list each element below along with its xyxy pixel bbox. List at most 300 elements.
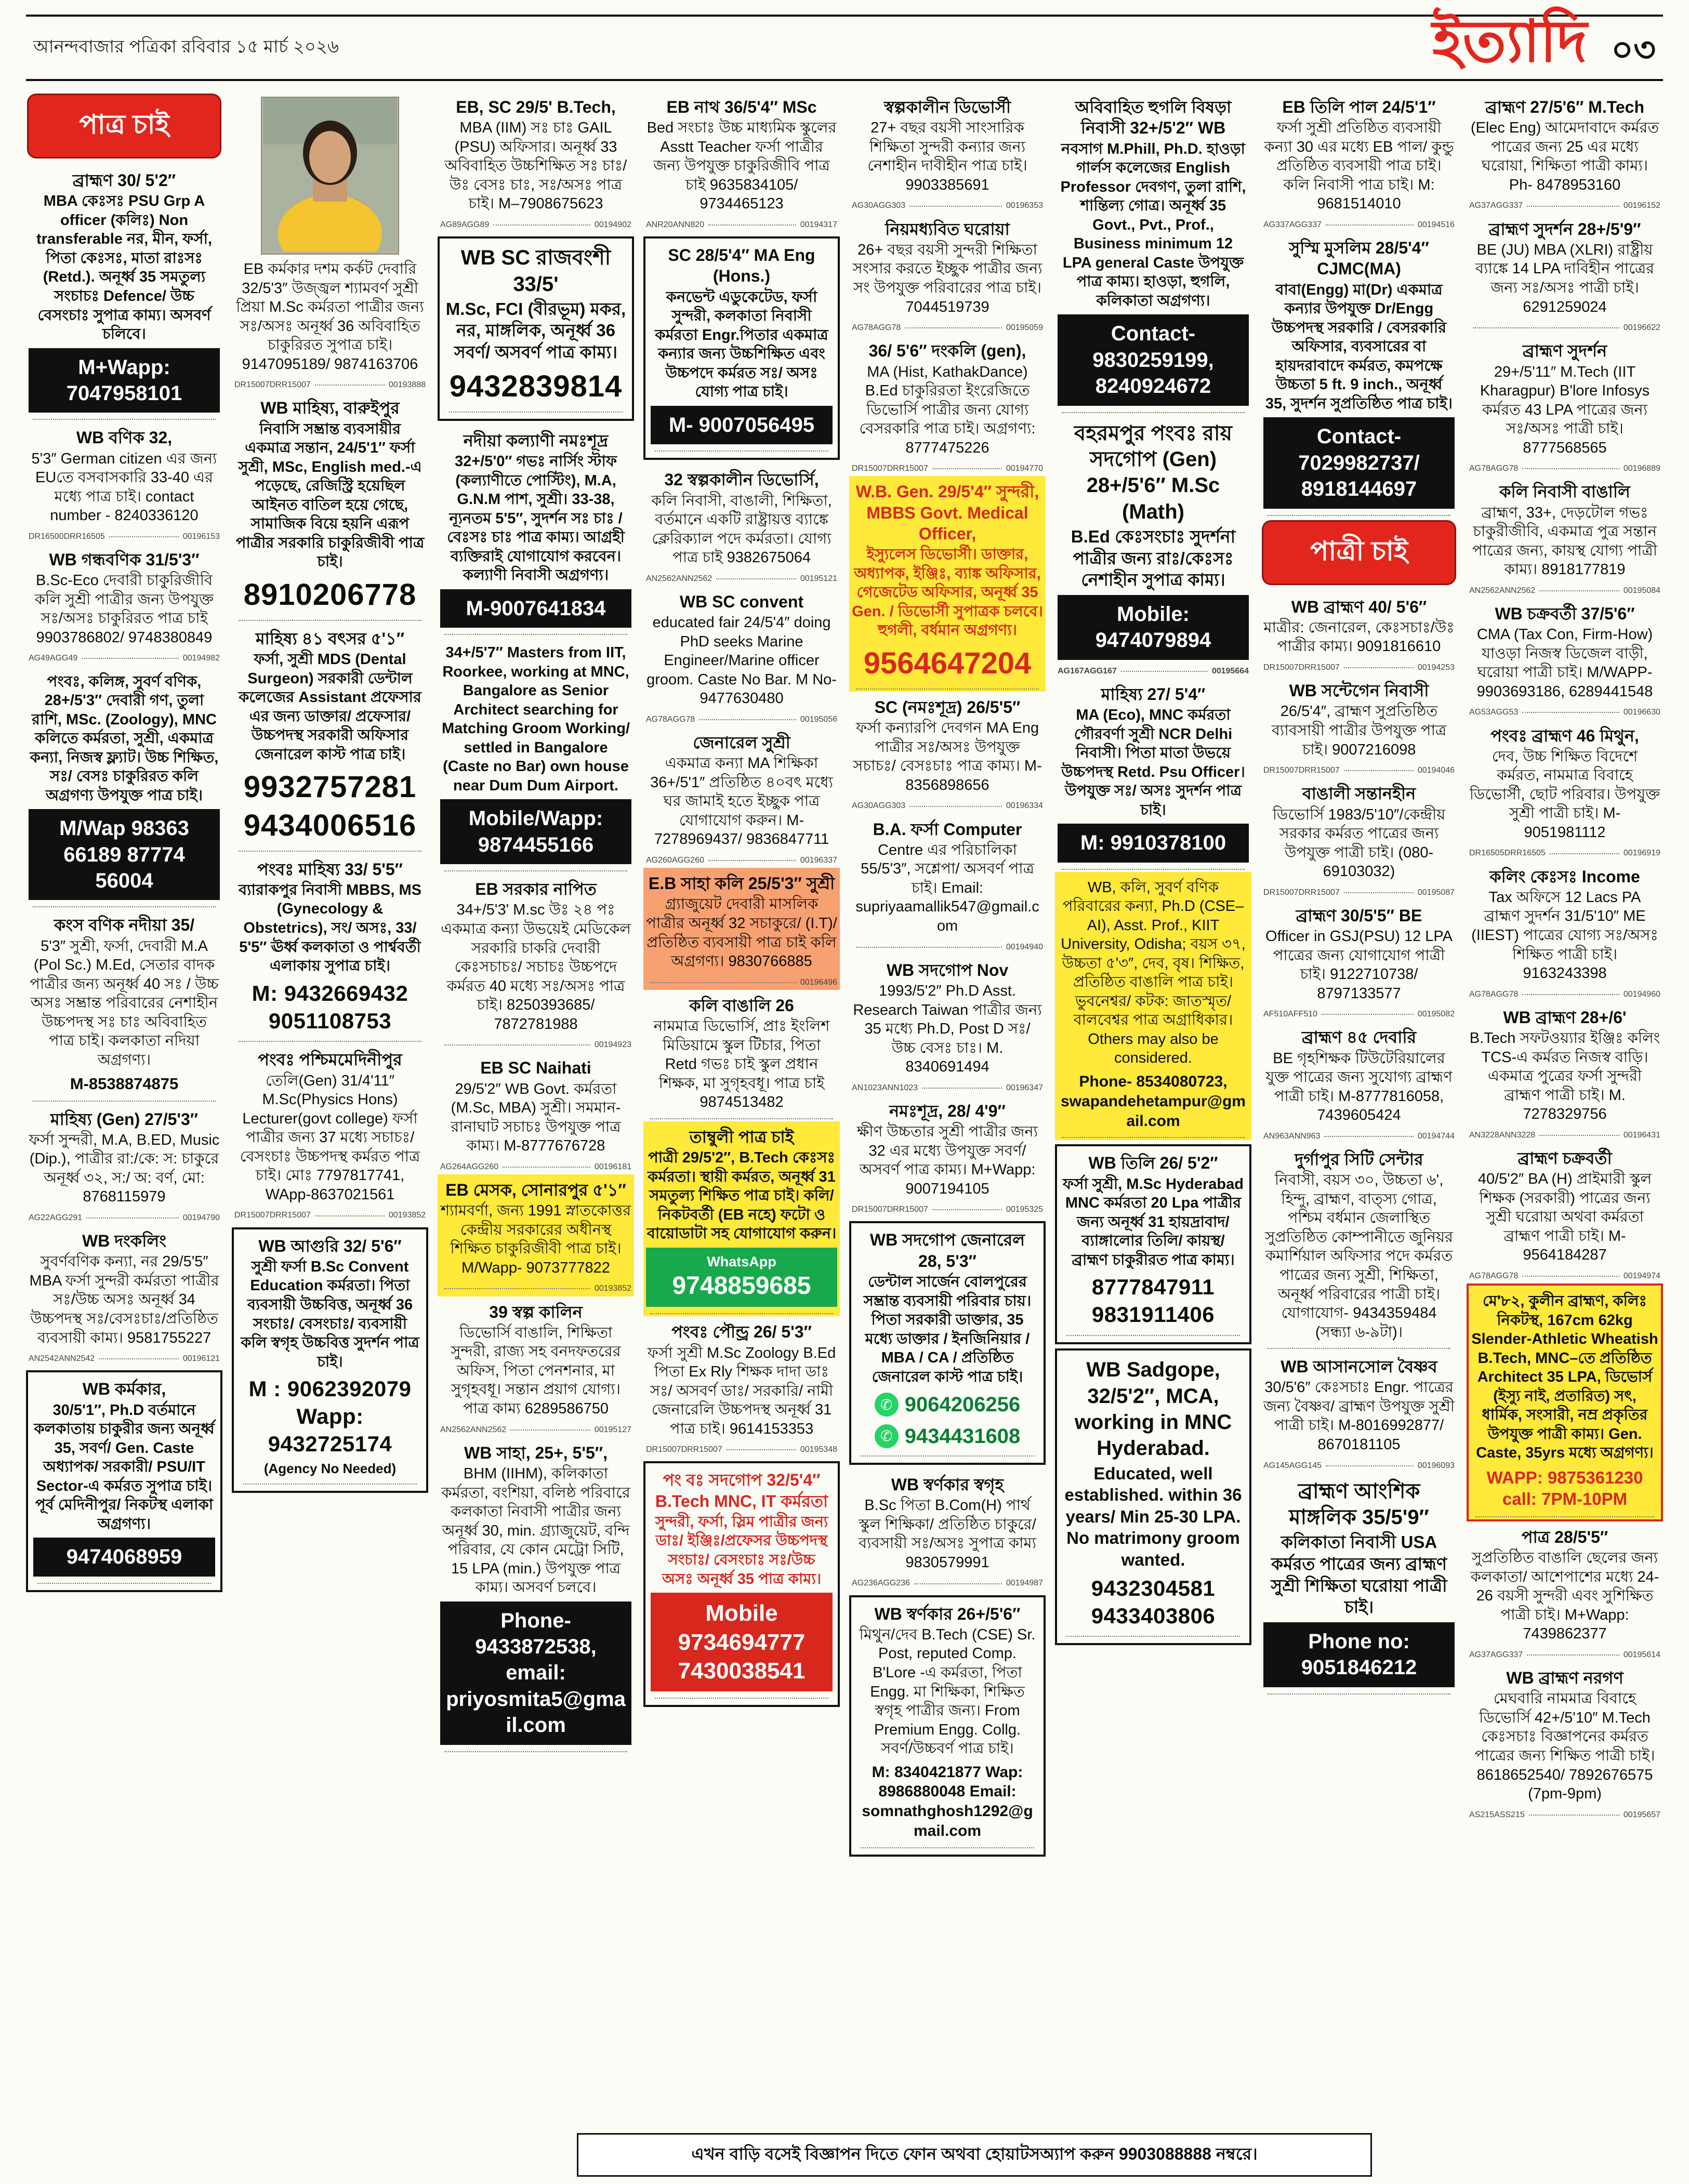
ad-body-text: কলি নিবাসী, বাঙালী, শিক্ষিতা, বর্তমানে একটি রাষ্ট্রায়ত্ত ব্যাঙ্কে ক্লেরিক্যাল পদে কর্মরতা। যোগ্য পাত্র চাই 9382675064: [651, 492, 832, 566]
ad-ref-number: 00196152: [1623, 201, 1660, 210]
classified-ad: [643, 236, 840, 460]
separator-line: [932, 468, 1002, 469]
ad-heading: 32 স্বল্পকালীন ডিভোর্সি,: [664, 470, 819, 489]
ad-separator: [1263, 1131, 1455, 1142]
ad-separator: [234, 620, 426, 621]
ad-body-text: তেলি(Gen) 31/4'11″ M.Sc(Physics Hons) Lecturer(govt college) ফর্সা পাত্রীর জন্য 37 মধ্যে সচাচঃ/বেসংচাঃ উচ্চপদস্থ কর্মরত পাত্র চাই। মোঃ 7797817741, WApp-8637021561: [240, 1072, 420, 1203]
separator-line: [33, 1101, 216, 1102]
ad-heading: বহরমপুর পংবঃ রায় সদগোপ (Gen) 28+/5'6″ M.Sc (Math): [1074, 421, 1232, 523]
ad-ref-code: AG22AGG291: [29, 1213, 83, 1222]
classified-ad: [643, 1121, 840, 1316]
classified-ad: [1261, 675, 1457, 778]
ad-heading: জেনারেল সুশ্রী: [693, 733, 790, 752]
ad-separator: [29, 653, 220, 664]
header-right: [1432, 8, 1656, 81]
ad-ref-number: 00194940: [1006, 942, 1043, 951]
ad-heading: WB স্বর্ণকার স্বগৃহ: [891, 1475, 1004, 1494]
ad-body-text: 30/5'1″, Ph.D বর্তমানে কলকাতায় চাকুরীর জন্য অনূর্ধ্ব 35, সবর্ণ/ Gen. Caste অধ্যাপক/ সরকারী/ PSU/IT Sector-এ কর্মরত সুপাত্র চাই। পূর্ব মেদিনীপুর/ নিকটস্থ এলাকা অগ্রগণ্য।: [34, 1401, 215, 1532]
ad-phone-number: 9564647204: [863, 646, 1032, 680]
classified-ad: [643, 868, 840, 990]
separator-line: [1529, 1815, 1619, 1816]
ad-separator: [651, 451, 833, 452]
ad-separator: [1469, 464, 1660, 474]
ad-ref-code: AG89AGG89: [440, 220, 490, 229]
ad-ref-number: 00194790: [182, 1213, 220, 1222]
whatsapp-number: [875, 1392, 1020, 1418]
ad-separator: [29, 532, 220, 542]
ad-ref-code: AN2542ANN2542: [29, 1354, 95, 1364]
ad-ref-number: 00196093: [1417, 1461, 1455, 1470]
separator-line: [708, 224, 796, 226]
ad-separator: [1263, 888, 1455, 898]
ad-body-text: নবসাগ M.Phill, Ph.D. হাওড়া গার্লস কলেজের English Professor দেবগণ, তুলা রাশি, শান্তিল্য গোত্র। অনূর্ধ্ব 35 Govt., Pvt., Prof., Business minimum 12 LPA general Caste উপযুক্ত পাত্র কাম্য। হাওড়া, হুগলি, কলিকাতা অগ্রগণ্য।: [1060, 140, 1246, 309]
ad-ref-code: DR15007DRR15007: [1263, 663, 1340, 672]
separator-line: [909, 806, 1002, 807]
ad-separator: [856, 1455, 1038, 1457]
ad-separator: [1469, 586, 1660, 596]
ad-body-text: সুন্দরী, ফর্সা, স্লিম পাত্রীর জন্য ডাঃ/ ইঞ্জিঃ/প্রফেসর উচ্চপদস্থ সংচাঃ/ বেসংচাঃ সঃ/উচ্চ অসঃ অনূর্ধ্ব 35 পাত্র কাম্য।: [655, 1513, 828, 1587]
ad-separator: [29, 906, 220, 907]
ad-ref-code: AG30AGG303: [852, 201, 906, 210]
separator-line: [1539, 590, 1619, 591]
ad-body-text: BHM (IIHM), কলিকাতা কর্মরতা, বংশিয়া, বলিষ্ঠ পরিবারে কলকাতা নিবাসী পাত্রীর জন্য অনূর্ধ্ব 30, min. গ্র্যাজুয়েট, বন্দি পরিবার, যে কোন মেট্রো সিটি, 15 LPA (min.) উপযুক্ত পাত্র কাম্য। অসবর্ণ চলবে।: [441, 1465, 630, 1596]
ad-phone-number: [646, 1248, 837, 1307]
classified-ad: [849, 1221, 1046, 1465]
ad-body-text: মাত্রীর: জেনারেল, কেঃসচাঃ/উঃ পাত্রীর কাম্য। 9091816610: [1263, 619, 1455, 655]
ad-separator: [852, 1083, 1043, 1093]
page-header: [26, 8, 1663, 81]
classified-ad: [232, 854, 428, 1044]
bride-photo: [261, 97, 399, 255]
ad-separator: [1469, 201, 1660, 211]
ad-separator: [856, 1847, 1038, 1848]
ad-separator: [646, 855, 837, 866]
ad-separator: [852, 1578, 1043, 1589]
classified-ad: [643, 727, 840, 868]
section-logo: ইত্যাদি: [1432, 8, 1588, 74]
separator-line: [444, 1044, 590, 1045]
ad-phone-number: 9474068959: [33, 1538, 215, 1576]
ad-body-text: ডেন্টাল সার্জেন বোলপুরের সম্ভ্রান্ত ব্যবসায়ী পরিবার চায়। পিতা সরকারী ডাক্তার, 35 মধ্যে ডাক্তার / ইনজিনিয়ার / MBA / CA / প্রতিষ্ঠিত জেনারেল কাস্ট পাত্র চাই।: [863, 1274, 1032, 1385]
ad-heading: নদীয়া কল্যাণী নমঃশূদ্র: [463, 431, 609, 450]
ad-phone-number: Phone- 8534080723, swapandehetampur@gmail.com: [1061, 1073, 1246, 1130]
separator-line: [905, 327, 1002, 328]
ad-body-text: Educated, well established. within 36 years/ Min 25-30 LPA. No matrimony groom wanted.: [1064, 1463, 1242, 1570]
ad-heading: পংবঃ পশ্চিমমেদিনীপুর: [258, 1050, 402, 1069]
ad-heading: তাম্বুলী পাত্র চাই: [689, 1127, 794, 1146]
ad-ref-code: DR15007DRR15007: [646, 1445, 722, 1454]
ad-ref-number: 00196181: [594, 1162, 631, 1171]
classified-ad: [1467, 861, 1663, 1002]
whatsapp-icon: ✆: [875, 1424, 899, 1448]
classified-ad: [26, 1104, 222, 1226]
ad-separator: [234, 851, 426, 852]
ad-phone-number: Mobile/Wapp: 9874455166: [440, 799, 631, 864]
ad-body-text: 34+/5'3' M.sc উঃ ২৪ পঃ একমাত্র কন্যা উভয়েই মেডিকেল সরকারি চাকরি দেবারী কেঃসচাচঃ/ সচাচঃ উচ্চপদে কর্মরত 40 মধ্যে সঃ/অসঃ পাত্র চাই। 8250393685/ 7872781988: [441, 902, 631, 1033]
ad-ref-number: 00196622: [1623, 323, 1660, 333]
separator-line: [444, 1288, 590, 1289]
ad-separator: [440, 1751, 631, 1752]
classified-ad: [1055, 872, 1251, 1141]
separator-line: [109, 536, 179, 537]
ad-phone-number: 9432304581 9433403806: [1091, 1576, 1216, 1628]
ad-separator: [1471, 1516, 1658, 1517]
separator-line: [650, 1313, 833, 1314]
ad-separator: [440, 1283, 631, 1294]
separator-line: [33, 906, 216, 907]
classified-ad: [1467, 598, 1663, 720]
ad-body-text: 40/5'2″ BA (H) প্রাইমারী স্কুল শিক্ষক (সরকারী) পাত্রের জন্য সুশ্রী ঘরোয়া অথবা কর্মরতা ব্রাহ্মণ পাত্রী চাই। M- 9564184287: [1477, 1171, 1652, 1264]
classified-ad: [1261, 1351, 1457, 1473]
ad-ref-number: 00194987: [1006, 1579, 1043, 1588]
ad-phone-number: M : 9062392079 Wapp: 9432725174: [248, 1376, 412, 1456]
ad-ref-code: AG49AGG49: [29, 654, 78, 663]
classified-ad: [849, 955, 1046, 1095]
ad-ref-number: 00195348: [800, 1445, 837, 1454]
ad-body-text: MBA (IIM) সঃ চাঃ GAIL (PSU) অফিসার। অনূর্ধ্ব 33 অবিবাহিত উচ্চশিক্ষিত সঃ চাঃ/উঃ বেসঃ চাঃ, সঃ/অসঃ পাত্র চাই। M–7908675623: [444, 120, 627, 213]
ad-separator: [440, 1425, 631, 1435]
ad-separator: [1263, 1009, 1455, 1020]
ad-heading: সুস্মি মুসলিম 28/5'4″ CJMC(MA): [1289, 239, 1429, 279]
separator-line: [856, 689, 1039, 690]
ad-heading: W.B. Gen. 29/5'4″ সুন্দরী, MBBS Govt. Medical Officer,: [855, 482, 1039, 543]
separator-line: [1473, 327, 1619, 328]
ad-ref-number: 00195056: [800, 714, 837, 724]
ad-ref-number: 00196337: [800, 856, 837, 865]
separator-line: [82, 658, 179, 659]
ad-heading: WB সদগোপ জেনারেল 28, 5'3″: [869, 1230, 1025, 1270]
classified-ad: [643, 91, 840, 232]
ad-body-text: educated fair 24/5'4″ doing PhD seeks Marine Engineer/Marine officer groom. Caste No Bar. M No-9477630480: [646, 614, 837, 707]
ad-ref-code: DR15007DRR15007: [234, 1211, 311, 1220]
ad-heading: E.B সাহা কলি 25/5'3″ সুশ্রী: [648, 874, 835, 893]
ad-body-text: B.Sc পিতা B.Com(H) পার্থ স্কুল শিক্ষিকা/ প্রতিষ্ঠিত চাকুরে/ ব্যবসায়ী সঃ/অসঃ সুপাত্র কাম্য 9830579991: [859, 1497, 1036, 1571]
separator-line: [243, 1484, 417, 1485]
footer-advert-note: এখন বাড়ি বসেই বিজ্ঞাপন দিতে ফোন অথবা হোয়াটসঅ্যাপ করুন 9903088888 নম্বরে।: [577, 2133, 1372, 2177]
classified-ad: [232, 623, 428, 854]
separator-line: [1522, 468, 1619, 469]
ad-separator: [440, 1040, 631, 1050]
ad-ref-code: DR15007DRR15007: [1263, 766, 1340, 775]
ad-heading: ব্রাহ্মণ সুদর্শন: [1522, 341, 1607, 361]
classified-ad: [1467, 335, 1663, 476]
ad-heading: ব্রাহ্মণ 27/5'6″ M.Tech: [1485, 98, 1645, 116]
separator-line: [444, 634, 627, 635]
ad-heading: নমঃশূদ্র, 28/ 4'9″: [889, 1101, 1006, 1120]
ad-phone-number: WAPP: 9875361230 call: 7PM-10PM: [1486, 1467, 1643, 1509]
ad-phone-number: M: 9910378100: [1058, 824, 1249, 862]
ad-heading: EB SC Naihati: [480, 1058, 591, 1078]
ad-body-text: M.Sc, FCI (বীরভূম) মকর, নর, মাঙ্গলিক, অনূর্ধ্ব 36 সবর্ণ/ অসবর্ণ পাত্র কাম্য।: [445, 299, 626, 362]
ad-ref-number: 00194974: [1623, 1271, 1660, 1280]
ad-body-text: MBA কেঃসঃ PSU Grp A officer (কলিঃ) Non transferable নর, মীন, ফর্সা, পিতা কেঃসঃ, মাতা রাঃসঃ (Retd.). অনূর্ধ্ব 35 সমতুল্য সংচাচঃ Defence/ উচ্চ বেসংচাঃ সুপাত্র কাম্য। অসবর্ণ চলিবে।: [36, 193, 213, 343]
ad-heading: WB সাহা, 25+, 5'5″,: [464, 1443, 608, 1462]
classified-ad: [849, 814, 1046, 955]
ad-ref-number: 00196121: [182, 1354, 220, 1364]
ad-body-text: Tax অফিসে 12 Lacs PA ব্রাহ্মণ সুদর্শন 31/5'10″ ME (IIEST) পাত্রের যোগ্য সঃ/অসঃ শিক্ষিত পাত্রী চাই। 9163243398: [1471, 889, 1658, 982]
classified-ad: [1261, 1022, 1457, 1144]
ad-body-text: কলিকাতা নিবাসী USA কর্মরত পাত্রের জন্য ব্রাহ্মণ সুশ্রী শিক্ষিতা ঘরোয়া পাত্রী চাই।: [1271, 1532, 1447, 1617]
classified-ad: [26, 666, 222, 910]
ad-separator: [1263, 1461, 1455, 1471]
separator-line: [699, 719, 796, 720]
separator-line: [37, 1583, 211, 1584]
ad-phone-number: 8910206778: [243, 577, 417, 612]
ad-body-text: 30/5'6″ কেঃসচাঃ Engr. পাত্রের জন্য বৈষ্ণব/ ব্রাহ্মণ উপযুক্ত সুশ্রী পাত্রী চাই। M-8016992877/ 8670181105: [1263, 1379, 1455, 1453]
column-8: [1467, 91, 1663, 2123]
separator-line: [650, 1118, 833, 1119]
separator-line: [1066, 1335, 1240, 1336]
ad-phone-number: M+Wapp: 7047958101: [29, 348, 220, 413]
ad-body-text: 5'3″ German citizen এর জন্য EUতে বসবাসকারি 33-40 এর মধ্যে পাত্র চাই। contact number - 8240336120: [31, 450, 217, 524]
classified-ad: [232, 392, 428, 623]
ad-separator: [646, 574, 837, 584]
ad-separator: [440, 220, 631, 230]
ad-separator: [1263, 765, 1455, 776]
separator-line: [315, 1215, 385, 1216]
ad-separator: [440, 870, 631, 871]
ad-body-text: মিথুন/দেব B.Tech (CSE) Sr. Post, reputed Comp. B'Lore -এ কর্মরতা, পিতা Engg. মা শিক্ষিকা, শিক্ষিত স্বগৃহ পাত্রীর জন্য। From Premium Engg. Collg. সবর্ণ/উচ্চবর্ণ পাত্র চাই।: [859, 1626, 1036, 1757]
ad-body-text: ফর্সা সুশ্রী M.Sc Zoology B.Ed পিতা Ex Rly শিক্ষক দাদা ডাঃ সঃ/ অসবর্ণ ডাঃ/ সরকারি/ নামী জেনারেলি উচ্চপদস্থ অনূর্ধ্ব 31 পাত্র চাই। 9614153353: [647, 1344, 836, 1437]
ad-phone-number: 8777847911 9831911406: [1091, 1275, 1215, 1327]
separator-line: [861, 1455, 1034, 1457]
separator-line: [861, 1847, 1034, 1848]
ad-heading: মাহিষ্য ৪১ বৎসর ৫'১″: [255, 629, 405, 648]
ad-body-text: MA (Hist, KathakDance) B.Ed চাকুরিরতা ইংরেজিতে ডিভোর্সি পাত্রীর জন্য যোগ্য বেসরকারি পাত্র চাই। অগ্রগণ্য: 8777475226: [859, 363, 1036, 456]
ad-ref-number: 00194744: [1417, 1131, 1455, 1141]
ad-ref-code: DR15007DRR15007: [852, 1205, 928, 1214]
ad-separator: [445, 412, 627, 413]
ad-separator: [29, 1354, 220, 1364]
ad-ref-number: 00195087: [1417, 888, 1455, 897]
ad-body-text: নিবাসী, বয়স ৩০, উচ্চতা ৬', হিন্দু, ব্রাহ্মণ, বাত্স্য গোত্র, পশ্চিম বর্ধমান জেলাস্থিত সুপ্রতিষ্ঠিত কোম্পানীতে জুনিয়র কমার্শিয়াল অফিসার পদে কর্মরত পাত্রের জন্য সুশ্রী, শিক্ষিতা, অনূর্ধ্ব পরিবারের পাত্রী চাই। যোগাযোগ- 9434359484 (সন্ধ্যা ৬-৯টা)।: [1264, 1172, 1453, 1341]
ad-body-text: 27+ বছর বয়সী সাংসারিক শিক্ষিতা সুন্দরী কন্যার জন্য নেশাহীন দাবীহীন পাত্র চাই। 9903385691: [867, 120, 1027, 193]
ad-body-text: B.Sc-Eco দেবারী চাকুরিজীবি কলি সুশ্রী পাত্রীর জন্য উপযুক্ত সঃ/অসঃ চাকুরিরত পাত্র চাই 9903786802/ 9748380849: [34, 572, 214, 646]
ad-phone-number: M/Wap 98363 66189 87774 56004: [29, 809, 220, 900]
classified-ad: [232, 1227, 428, 1493]
ad-separator: [1469, 1271, 1660, 1281]
ad-heading: WB ব্রাহ্মণ 40/ 5'6″: [1291, 597, 1427, 616]
ad-phone-number: M- 9007056495: [651, 406, 833, 444]
ad-body-text: Centre এর পরিচালিকা 55/5'3″, সশ্লেপা/ অসবর্ণ পাত্র চাই। Email: supriyaamallik547@gmail.com: [855, 841, 1039, 935]
ad-body-text: ডিভোর্সি 1983/5'10″/কেন্দ্রীয় সরকার কর্মরত পাত্রের জন্য উপযুক্ত পাত্রী চাই। (080-69103032): [1272, 806, 1446, 880]
separator-line: [510, 1429, 590, 1431]
ad-ref-code: AN2562ANN2562: [1469, 586, 1536, 595]
ad-separator: [1062, 1335, 1244, 1336]
separator-line: [1268, 515, 1450, 516]
ad-ref-number: 00195084: [1623, 586, 1660, 595]
classified-ad: [1261, 900, 1457, 1022]
ad-ref-number: 00194923: [594, 1040, 631, 1050]
ad-ref-number: 00194960: [1623, 989, 1660, 999]
separator-line: [99, 1358, 179, 1359]
ad-separator: [1469, 1810, 1660, 1820]
ad-phone-number: 9748859685: [672, 1272, 811, 1300]
ad-body-text: (Elec Eng) আমেদাবাদে কর্মরত পাত্রের জন্য 25 এর মধ্যে ঘরোয়া, শিক্ষিতা পাত্রী কাম্য। Ph- 8478953160: [1470, 120, 1659, 193]
ad-heading: SC 28/5'4″ MA Eng (Hons.): [668, 246, 815, 286]
ad-separator: [1469, 1130, 1660, 1141]
ad-ref-number: 00193852: [388, 1211, 426, 1220]
ad-body-text: কনভেন্ট এডুকেটেড, ফর্সা সুন্দরী, কলকাতা নিবাসী কর্মরতা Engr.পিতার একমাত্র কন্যার জন্য উচ্চশিক্ষিত এবং উচ্চপদে কর্মরত সঃ/ অসঃ যোগ্য পাত্র চাই।: [655, 288, 828, 401]
ad-heading: মাহিষ্য (Gen) 27/5'3″: [50, 1109, 199, 1129]
separator-line: [239, 1041, 421, 1042]
column-2: [232, 91, 428, 2123]
classified-ad: [1055, 415, 1251, 679]
section-header-groom-wanted: পাত্র চাই: [27, 94, 221, 158]
ad-separator: [852, 464, 1043, 474]
classified-ad: [438, 1437, 634, 1754]
ad-body-text: নিবাসি সম্ভ্রান্ত ব্যবসায়ীর একমাত্র সন্তান, 24/5'1″ ফর্সা সুশ্রী, MSc, English med.-এ পড়েছে, রেজিস্ট্রি হয়েছিল আইনত বাতিল হয়ে গেছে, সামাজিক বিয়ে হয়নি এরূপ পাত্রীর সরকারি চাকুরিজীবী পাত্র চাই।: [235, 420, 425, 571]
ad-heading: ব্রাহ্মণ ৪৫ দেবারি: [1301, 1028, 1417, 1047]
classified-ad: [26, 165, 222, 422]
ad-heading: কংস বণিক নদীয়া 35/: [54, 916, 195, 935]
ad-heading: কলি নিবাসী বাঙালি: [1499, 482, 1630, 501]
classified-ad: [643, 1461, 840, 1707]
separator-line: [444, 870, 627, 871]
classified-ad: [1467, 720, 1663, 861]
whatsapp-number-list: [856, 1392, 1038, 1449]
ad-ref-number: 00194770: [1006, 464, 1043, 473]
column-5: [849, 91, 1046, 2123]
classified-ad: [438, 1296, 634, 1437]
ad-heading: WB গন্ধবণিক 31/5'3″: [49, 550, 200, 569]
ad-body-text: 26+ বছর বয়সী সুন্দরী শিক্ষিতা সংসার করতে ইচ্ছুক পাত্রীর জন্য সং উপযুক্ত পরিবারের পাত্র চাই। 7044519739: [852, 241, 1043, 315]
ad-separator: [239, 1484, 421, 1485]
ad-heading: EB তিলি পাল 24/5'1″: [1282, 98, 1436, 116]
classified-ad: [849, 1469, 1046, 1591]
separator-line: [239, 851, 421, 852]
ad-heading: SC (নমঃশূদ্র) 26/5'5″: [874, 697, 1021, 717]
ad-ref-code: AG78AGG78: [1469, 1271, 1519, 1280]
separator-line: [1062, 1137, 1245, 1138]
ad-heading: পংবঃ মাহিষ্য 33/ 5'5″: [257, 859, 403, 879]
ad-separator: [1062, 1636, 1244, 1637]
classified-ad: [1467, 1521, 1663, 1662]
ad-ref-number: 00195614: [1623, 1650, 1660, 1659]
ad-ref-number: 00195059: [1006, 323, 1043, 333]
page-number: ০৩: [1611, 30, 1656, 69]
ad-ref-code: AG78AGG78: [646, 714, 695, 724]
classified-ad: [1261, 91, 1457, 232]
ad-separator: [852, 1204, 1043, 1215]
ad-body-text: সুবর্ণবণিক কন্যা, নর 29/5'5″ MBA ফর্সা সুন্দরী কর্মরতা পাত্রীর সঃ/উচ্চ অসঃ অনূর্ধ্ব 34 উচ্চপদস্থ সঃ/বেসঃচাঃ/প্রতিষ্ঠিত ব্যবসায়ী কাম্য। 9581755227: [29, 1253, 219, 1346]
ad-heading: WB কর্মকার,: [82, 1380, 166, 1399]
ad-ref-code: AS215ASS215: [1469, 1810, 1525, 1819]
ad-body-text: মে'৮২, কুলীন ব্রাহ্মণ, কলিঃ নিকটস্থ, 167cm 62kg Slender-Athletic Wheatish B.Tech, MNC–তে প্রতিষ্ঠিত Architect 35 LPA, ডিভোর্স (ইস্যু নাই, প্রতারিত) সৎ, ধার্মিক, সংসারী, নম্র প্রকৃতির উপযুক্ত পাত্রী কাম্য। Gen. Caste, 35yrs মধ্যে অগ্রগণ্য।: [1471, 1293, 1658, 1462]
ad-ref-number: 00196334: [1006, 801, 1043, 811]
ad-ref-number: 00195325: [1006, 1205, 1043, 1214]
ad-body-text: শ্যামবর্ণা, জন্য 1991 স্নাতকোত্তর কেন্দ্রীয় সরকারের অধীনস্থ শিক্ষিত চাকুরিজীবী পাত্র চাই। M/Wapp- 9073777822: [440, 1202, 631, 1276]
classified-ad: [1467, 1002, 1663, 1143]
ad-ref-number: 00195082: [1417, 1010, 1455, 1019]
ad-body-text: ব্রাহ্মণ, 33+, দেড়টোল গভঃ চাকুরীজীবি, একমাত্র পুত্র সন্তান পাত্রের জন্য, কায়স্থ যোগ্য পাত্রী কাম্য। 8918177819: [1472, 504, 1657, 578]
ad-ref-code: AG30AGG303: [852, 801, 906, 811]
ad-ref-number: 00194516: [1417, 220, 1455, 229]
ad-body-text: ফর্সা সুশ্রী, M.Sc Hyderabad MNC কর্মরতা 20 Lpa পাত্রীর জন্য অনূর্ধ্ব 31 হায়দ্রাবাদ/ ব্যাঙ্গালোর তিলি/ কায়স্থ/ ব্রাহ্মণ চাকুরীরত পাত্র কাম্য।: [1063, 1175, 1244, 1268]
ad-ref-code: AG337AGG337: [1263, 220, 1322, 229]
ad-separator: [646, 1313, 837, 1314]
ad-ref-code: AN2562ANN2562: [440, 1425, 507, 1434]
ad-phone-number: Phone- 9433872538, email: priyosmita5@gmail.com: [440, 1601, 631, 1745]
ad-heading: WB বণিক 32,: [76, 428, 173, 447]
ad-heading: WB SC convent: [679, 592, 804, 611]
classified-ad: [1467, 1143, 1663, 1283]
ad-separator: [852, 323, 1043, 333]
classified-ad: [438, 425, 634, 637]
ad-body-text: ফর্সা সুশ্রী প্রতিষ্ঠিত ব্যবসায়ী কন্যা 30 এর মধ্যে EB পাল/ কুন্ডু প্রতিষ্ঠিত ব্যবসায়ী পাত্র চাই। কলি নিবাসী পাত্র চাই। M: 9681514010: [1264, 120, 1454, 213]
ad-ref-code: AG53AGG53: [1469, 708, 1519, 717]
ad-separator: [1469, 989, 1660, 1000]
ad-heading: কলি বাঙালি 26: [689, 996, 794, 1015]
ad-body-text: একমাত্র কন্যা MA শিক্ষিকা 36+/5'1″ প্রতিষ্ঠিত ৪০বৎ মধ্যে ঘর জামাই হতে ইচ্ছুক পাত্র যোগাযোগ করুন। M-7278969437/ 9836847711: [650, 755, 833, 848]
separator-line: [1344, 770, 1414, 771]
classified-ad: [26, 422, 222, 544]
ad-ref-code: AG167AGG167: [1058, 666, 1117, 676]
separator-line: [716, 578, 796, 579]
classified-ad: [643, 586, 840, 727]
ad-separator: [646, 1118, 837, 1119]
ad-heading: EB মেসক, সোনারপুর ৫'১″: [445, 1180, 626, 1199]
separator-line: [1522, 712, 1619, 713]
ad-ref-code: DR15007DRR15007: [1263, 888, 1340, 897]
ad-body-text: 34+/5'7″ Masters from IIT, Roorkee, working at MNC, Bangalore as Senior Architect searching for Matching Groom Working/ settled in Bangalore (Caste no Bar) own house near Dum Dum Airport.: [442, 644, 630, 794]
separator-line: [1522, 1276, 1619, 1277]
ad-heading: পাত্র 28/5'5″: [1521, 1527, 1608, 1546]
ad-phone-number: Contact- 9830259199, 8240924672: [1058, 314, 1249, 405]
ad-ref-code: DR16500DRR16505: [29, 532, 105, 541]
ad-separator: [1469, 848, 1660, 858]
classified-ad: [1055, 91, 1251, 415]
ad-body-text: EB কর্মকার দশম কর্কট দেবারি 32/5'3″ উজ্জ্বল শ্যামবর্ণ সুশ্রী প্রিয়া M.Sc কর্মরতা পাত্রীর জন্য সঃ/অসঃ অনূর্ধ্ব 36 অবিবাহিত চাকুরিরত সুপাত্র চাই। 9147095189/ 9874163706: [236, 261, 424, 373]
classified-ad: [26, 544, 222, 666]
ad-heading: WB দংকলিং: [82, 1232, 166, 1251]
ad-body-text: 26/5'4″, ব্রাহ্মণ সুপ্রতিষ্ঠিত ব্যাবসায়ী পাত্রীর উপযুক্ত পাত্র চাই। 9007216098: [1271, 703, 1447, 758]
separator-line: [727, 1449, 796, 1450]
separator-line: [655, 451, 828, 452]
ad-heading: পংবঃ ব্রাহ্মণ 46 মিথুন,: [1490, 726, 1639, 745]
ad-ref-code: AF510AFF510: [1263, 1010, 1318, 1019]
ad-body-text: ফর্সা সুন্দরী, M.A, B.ED, Music (Dip.), পাত্রীর রা:/কে: স: চাকুরে অনূর্ধ্ব ৩২, স:/ অ: বর্ণ, মো: 8768115979: [29, 1131, 220, 1206]
ad-ref-number: 00196630: [1623, 708, 1660, 717]
ad-heading: স্বল্পকালীন ডিভোর্সী: [884, 98, 1011, 116]
ad-heading: WB আগুরি 32/ 5'6″: [258, 1236, 402, 1255]
ad-heading: WB ব্রাহ্মণ 28+/6': [1503, 1008, 1627, 1027]
ad-separator: [234, 380, 426, 390]
ad-body-text: B.Ed কেঃসংচাঃ সুদর্শনা পাত্রীর জন্য রাঃ/কেঃসঃ নেশাহীন সুপাত্র কাম্য।: [1071, 527, 1236, 590]
ad-separator: [1469, 1650, 1660, 1660]
classified-ad: [1467, 1283, 1663, 1521]
ad-heading: বাঙালী সন্তানহীন: [1302, 784, 1416, 803]
classified-ad: [1467, 214, 1663, 336]
ad-body-text: বাবা(Engg) মা(Dr) একমাত্র কন্যার উপযুক্ত Dr/Engg উচ্চপদস্থ সরকারি / বেসরকারি অফিসার, ব্যবসারের বা হায়দরাবাদে কর্মরত, কমপক্ষে উচ্চতা 5 ft. 9 inch., অনূর্ধ্ব 35, সুদর্শন সুপ্রতিষ্ঠিত পাত্র চাই।: [1265, 281, 1453, 412]
ad-separator: [646, 220, 837, 230]
ad-phone-number: Mobile: 9474079894: [1058, 595, 1249, 660]
classified-ad: [849, 1595, 1046, 1857]
ad-ref-code: AG78AGG78: [1469, 464, 1519, 473]
ad-heading: EB, SC 29/5' B.Tech,: [456, 98, 616, 116]
separator-line: [856, 947, 1002, 948]
separator-line: [1268, 1693, 1450, 1695]
ad-ref-number: 00194317: [800, 220, 837, 229]
ad-separator: [29, 419, 220, 420]
ad-phone-number: M: 9432669432 9051108753: [252, 981, 408, 1033]
separator-line: [650, 982, 796, 983]
separator-line: [922, 1088, 1002, 1089]
classified-ad: [438, 1174, 634, 1296]
ad-body-text: MA (Eco), MNC কর্মরতা গৌরবর্ণা সুশ্রী NCR Delhi নিবাসী। পিতা মাতা উভয়ে উচ্চপদস্থ Retd. Psu Officer। উপযুক্ত সঃ/ অসঃ সুদর্শন পাত্র চাই।: [1061, 707, 1245, 818]
separator-line: [1322, 1014, 1414, 1015]
ad-body-text: CMA (Tax Con, Firm-How) যাওড়া নিজস্ব ডিজেল বাড়ী, ঘরোয়া পাত্রী চাই। M/WAPP- 9903693186, 6289441548: [1476, 626, 1653, 700]
